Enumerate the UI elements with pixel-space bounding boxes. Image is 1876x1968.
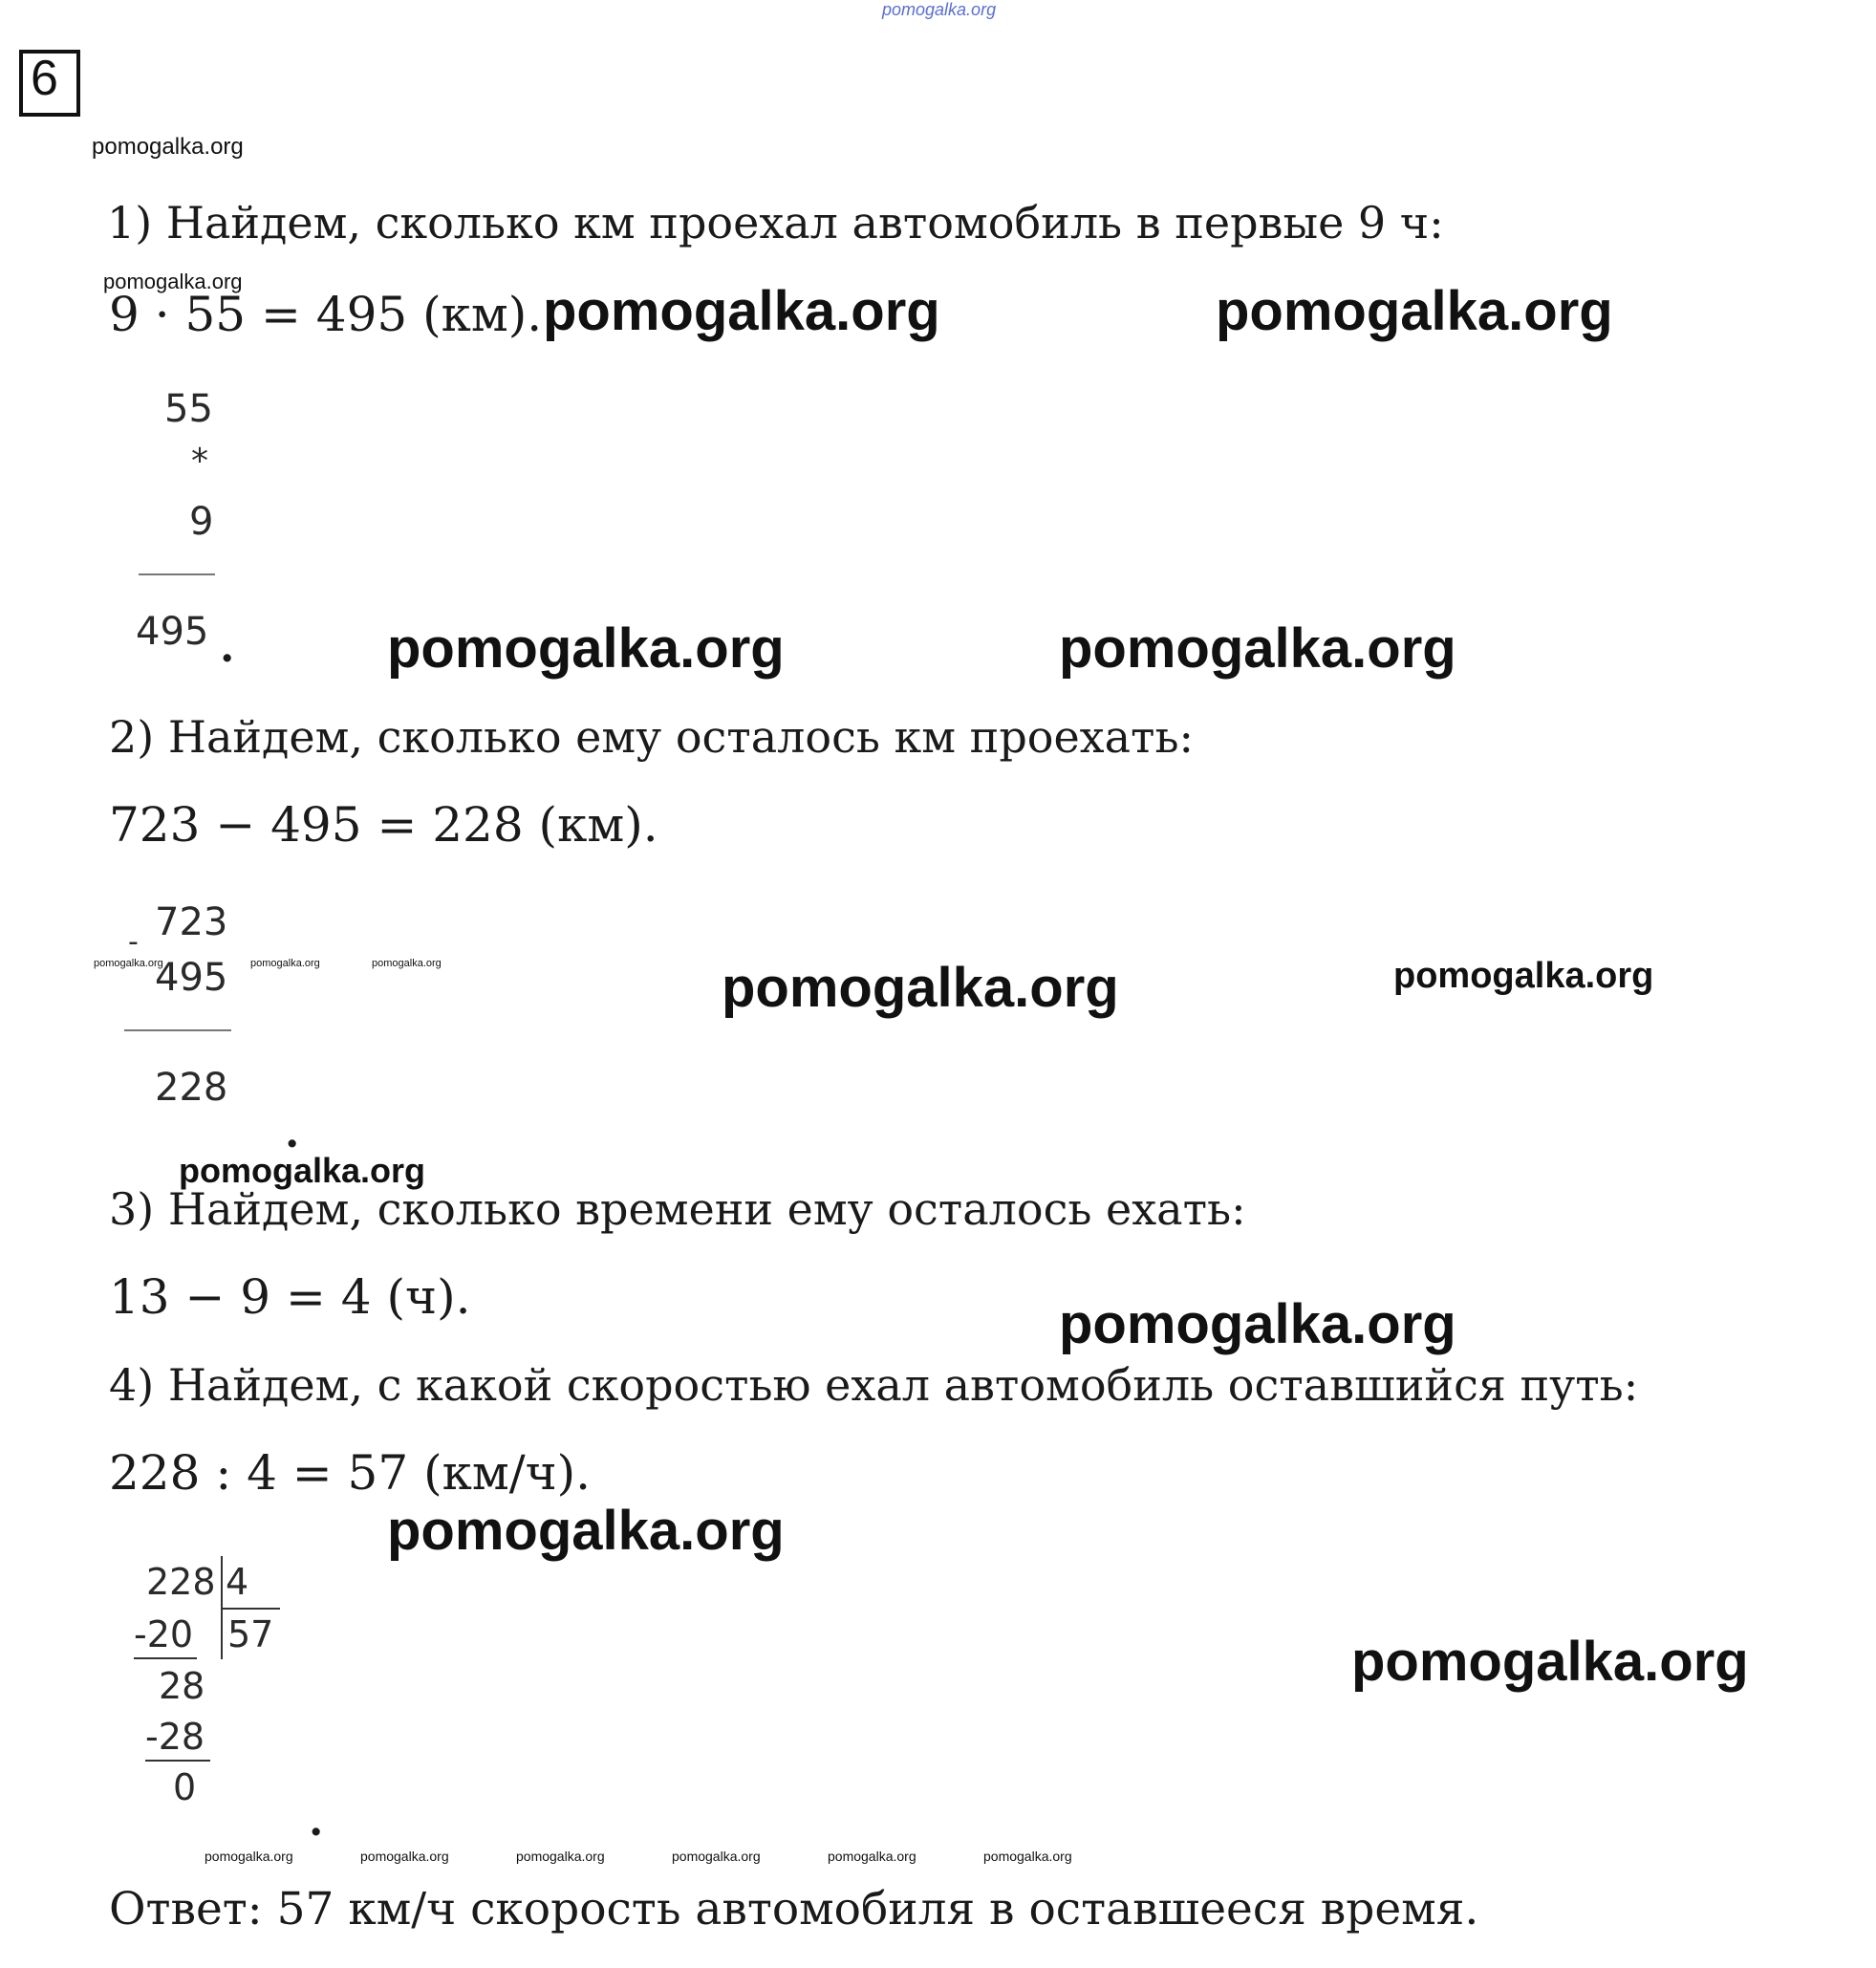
mult-dot: . <box>220 623 235 672</box>
mult-operand-b: 9 <box>189 500 214 544</box>
step-1-text: 1) Найдем, сколько км проехал автомобиль в первые 9 ч: <box>107 197 1444 249</box>
div-sub2-line <box>145 1760 210 1762</box>
sub-operand-b: 495 <box>155 956 228 1000</box>
div-dot: . <box>309 1797 324 1846</box>
watermark-tiny: pomogalka.org <box>205 1849 293 1864</box>
watermark-tiny: pomogalka.org <box>516 1849 605 1864</box>
step-4-text: 4) Найдем, с какой скоростью ехал автомобиль оставшийся путь: <box>109 1359 1639 1411</box>
task-number: 6 <box>31 51 58 106</box>
watermark-tiny: pomogalka.org <box>372 958 442 969</box>
mult-operand-a: 55 <box>164 387 213 431</box>
watermark-tiny: pomogalka.org <box>672 1849 761 1864</box>
sub-result: 228 <box>155 1066 228 1110</box>
div-quotient: 57 <box>227 1613 274 1655</box>
watermark: pomogalka.org <box>387 617 785 680</box>
watermark: pomogalka.org <box>1216 280 1613 342</box>
div-divisor: 4 <box>226 1561 249 1603</box>
sub-minus: - <box>128 925 139 959</box>
watermark: pomogalka.org <box>1059 1293 1456 1355</box>
div-dividend: 228 <box>146 1561 216 1603</box>
watermark: pomogalka.org <box>1393 956 1654 996</box>
step-2-text: 2) Найдем, сколько ему осталось км проехать: <box>109 711 1195 763</box>
answer-text: Ответ: 57 км/ч скорость автомобиля в оставшееся время. <box>109 1883 1479 1936</box>
mult-line <box>139 573 215 575</box>
step-4-formula: 228 : 4 = 57 (км/ч). <box>109 1445 592 1501</box>
watermark: pomogalka.org <box>1351 1631 1749 1693</box>
step-3-formula: 13 − 9 = 4 (ч). <box>109 1269 471 1325</box>
watermark-tiny: pomogalka.org <box>828 1849 916 1864</box>
watermark-small: pomogalka.org <box>92 134 244 160</box>
watermark: pomogalka.org <box>103 270 243 293</box>
watermark: pomogalka.org <box>722 957 1119 1019</box>
sub-dot: . <box>285 1109 300 1157</box>
div-rem1: 28 <box>159 1665 205 1707</box>
sub-operand-a: 723 <box>155 900 228 944</box>
step-2-formula: 723 − 495 = 228 (км). <box>109 797 658 853</box>
mult-operator: * <box>191 442 208 481</box>
div-rem2: 0 <box>173 1766 197 1808</box>
div-sub2: -28 <box>145 1716 205 1758</box>
watermark-tiny: pomogalka.org <box>360 1849 449 1864</box>
div-sub1-line <box>134 1657 197 1659</box>
watermark-tiny: pomogalka.org <box>250 958 320 969</box>
top-watermark: pomogalka.org <box>882 0 997 19</box>
div-quotient-line <box>221 1608 280 1610</box>
div-sub1: -20 <box>134 1613 194 1655</box>
watermark-tiny: pomogalka.org <box>983 1849 1072 1864</box>
watermark: pomogalka.org <box>179 1151 426 1190</box>
watermark: pomogalka.org <box>387 1500 785 1562</box>
step-1-formula: 9 · 55 = 495 (км). <box>109 287 543 342</box>
watermark: pomogalka.org <box>543 280 940 342</box>
sub-line <box>124 1029 231 1031</box>
step-3-text: 3) Найдем, сколько времени ему осталось ехать: <box>109 1183 1246 1235</box>
watermark: pomogalka.org <box>1059 617 1456 680</box>
mult-result: 495 <box>136 610 209 654</box>
watermark-tiny: pomogalka.org <box>94 958 163 969</box>
